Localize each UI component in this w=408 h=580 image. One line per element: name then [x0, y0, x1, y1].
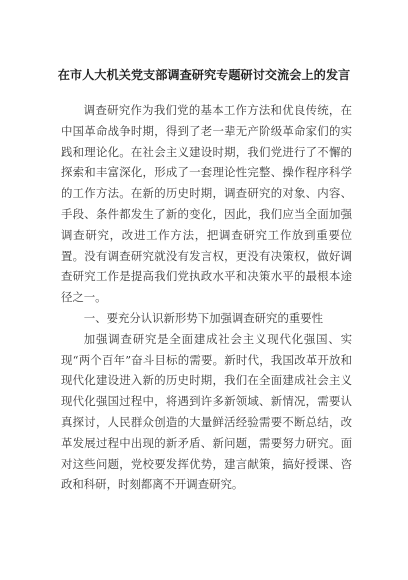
document-title: 在市人大机关党支部调查研究专题研讨交流会上的发言 — [57, 68, 351, 82]
section-heading-1: 一、要充分认识新形势下加强调查研究的重要性 — [83, 310, 324, 325]
paragraph-intro: 调查研究作为我们党的基本工作方法和优良传统，在中国革命战争时期，得到了老一辈无产阶级革命家们的实践和理论化。在社会主义建设时期，我们党进行了不懈的探索和丰富深化，形成了一套理论性完整、操作程序科学的工作方法。在新的历史时期，调查研究的对象、内容、手段、条件都发生了新的变化，因此，我们应当全面加强调查研究，改进工作方法，把调查研究工作放到重要位置。没有调查研究就没有发言权，更没有决策权，做好调查研究工作是提高我们党执政水平和决策水平的最根本途径之一。 — [61, 103, 352, 305]
document-body — [61, 100, 352, 495]
paragraph-section-1: 加强调查研究是全面建成社会主义现代化强国、实现“两个百年”奋斗目标的需要。新时代，我国改革开放和现代化建设进入新的历史时期，我们在全面建成社会主义现代化强国过程中，将遇到许多新领域、新情况，需要认真探讨，人民群众创造的大量鲜活经验需要不断总结，改革发展过程中出现的新矛盾、新问题，需要努力研究。面对这些问题，党校要发挥优势，建言献策，搞好授课、咨政和科研，时刻都离不开调查研究。 — [61, 331, 352, 492]
